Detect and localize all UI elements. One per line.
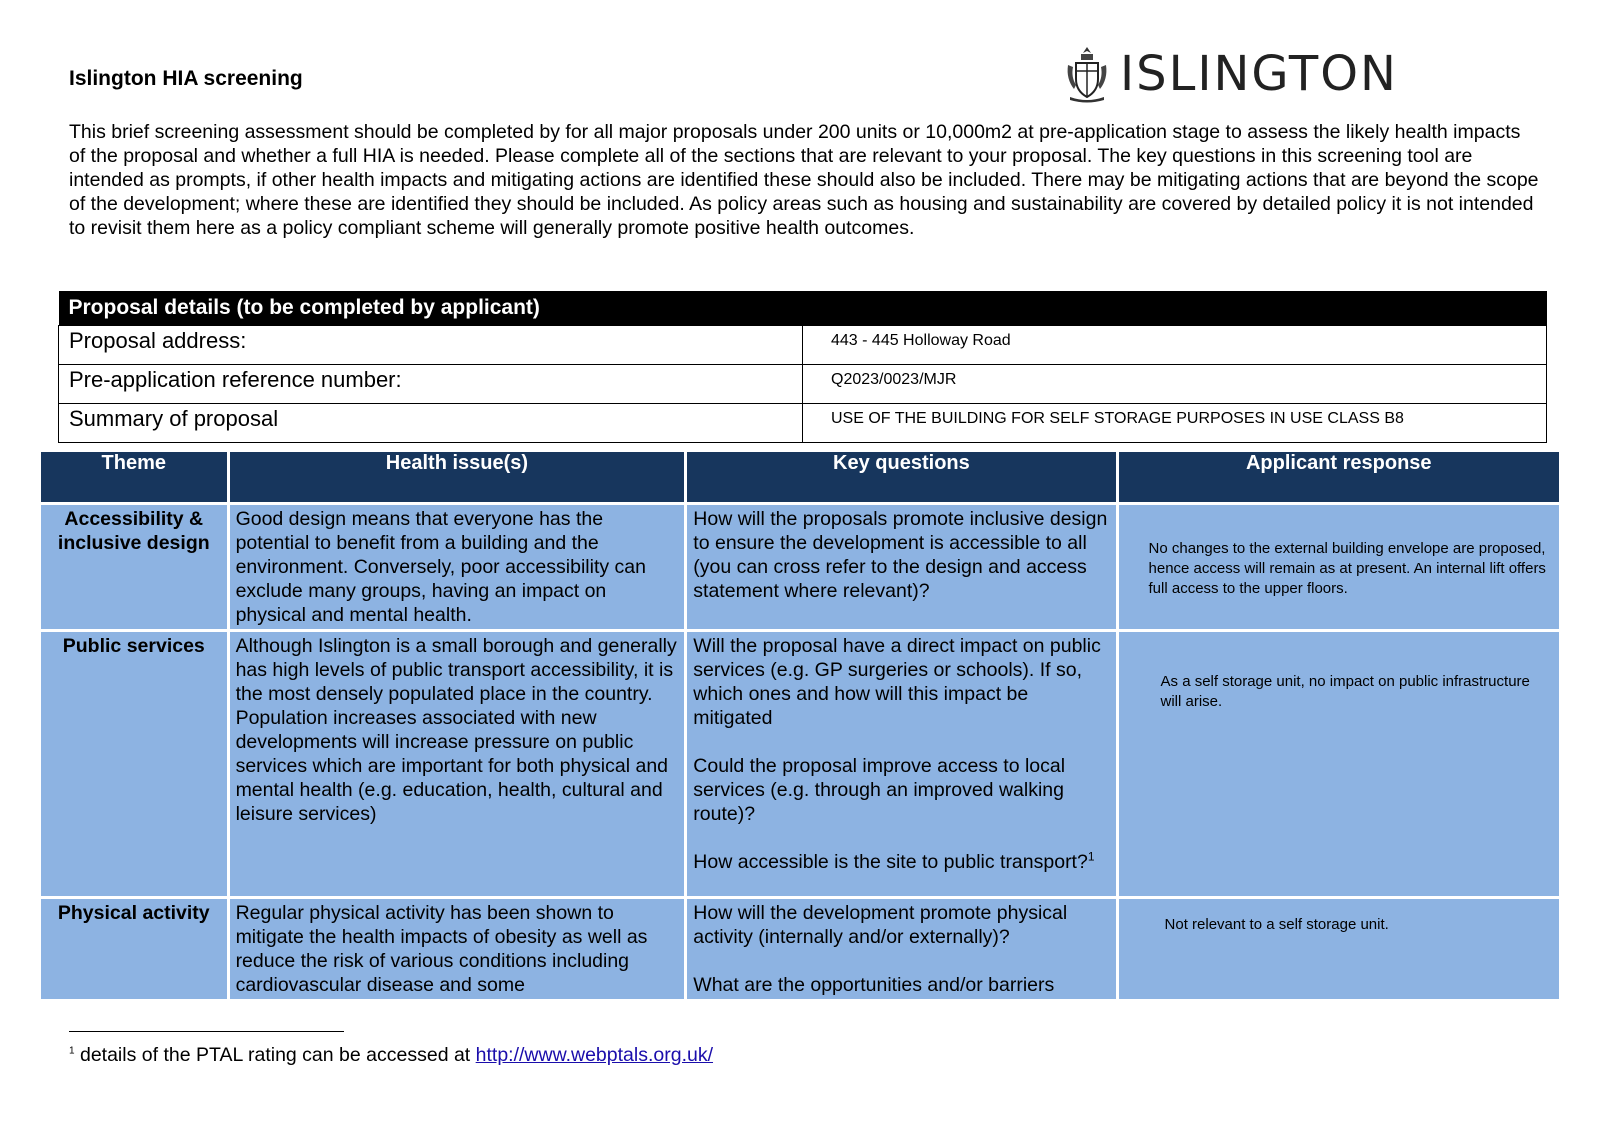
table-row [59, 404, 1547, 443]
summary-label: Summary of proposal [59, 404, 803, 443]
applicant-response-cell[interactable] [1119, 505, 1559, 629]
footnote-text: details of the PTAL rating can be accessed at [79, 1044, 476, 1066]
footnote-divider [69, 1031, 344, 1032]
logo-wordmark: ISLINGTON [1120, 46, 1398, 102]
key-questions-cell [687, 899, 1115, 999]
footnote-number: 1 [69, 1045, 75, 1057]
table-row [41, 505, 1559, 629]
footnote [69, 1044, 713, 1067]
theme-cell: Physical activity [41, 899, 227, 999]
column-header-health-issues: Health issue(s) [230, 452, 685, 502]
proposal-details-table [58, 291, 1547, 443]
health-issue-cell: Good design means that everyone has the potential to benefit from a building and the environment. Conversely, poor accessibility can exclude many groups, having an impact on physical and mental health. [230, 505, 685, 629]
key-questions-cell [687, 505, 1115, 629]
ptal-link[interactable]: http://www.webptals.org.uk/ [475, 1044, 714, 1066]
applicant-response-cell[interactable] [1119, 632, 1559, 896]
proposal-address-label: Proposal address: [59, 326, 803, 365]
column-header-key-questions: Key questions [687, 452, 1115, 502]
coat-of-arms-icon [1064, 45, 1110, 103]
proposal-address-value[interactable]: 443 - 445 Holloway Road [803, 326, 1547, 365]
table-row [59, 326, 1547, 365]
health-issue-cell: Regular physical activity has been shown to mitigate the health impacts of obesity as well as reduce the risk of various conditions including cardiovascular disease and some [230, 899, 685, 999]
health-themes-table [38, 449, 1562, 1002]
footnote-marker[interactable]: 1 [1087, 849, 1095, 864]
theme-cell: Accessibility & inclusive design [41, 505, 227, 629]
page-title: Islington HIA screening [69, 67, 303, 90]
applicant-response-text: As a self storage unit, no impact on public infrastructure will arise. [1160, 673, 1530, 710]
key-question [693, 850, 1109, 874]
theme-cell: Public services [41, 632, 227, 896]
key-question: Could the proposal improve access to local services (e.g. through an improved walking route)? [693, 755, 1066, 825]
health-issue-cell: Although Islington is a small borough and generally has high levels of public transport accessibility, it is the most densely populated place in the country. Population increases associated with new developments will increase pressure on public services which are important for both physical and mental health (e.g. education, health, cultural and leisure services) [230, 632, 685, 896]
key-question-text: How accessible is the site to public transport? [693, 851, 1088, 873]
table-row [41, 632, 1559, 896]
column-header-applicant-response: Applicant response [1119, 452, 1559, 502]
key-question: How will the development promote physical activity (internally and/or externally)? [693, 902, 1068, 948]
summary-value[interactable]: USE OF THE BUILDING FOR SELF STORAGE PURPOSES IN USE CLASS B8 [803, 404, 1547, 443]
key-questions-cell [687, 632, 1115, 896]
key-question: What are the opportunities and/or barriers [693, 974, 1055, 996]
key-question: How will the proposals promote inclusive design to ensure the development is accessible to all (you can cross refer to the design and access statement where relevant)? [693, 508, 1108, 602]
table-row [41, 899, 1559, 999]
reference-number-label: Pre-application reference number: [59, 365, 803, 404]
proposal-heading: Proposal details (to be completed by applicant) [59, 291, 1547, 326]
applicant-response-text: No changes to the external building envelope are proposed, hence access will remain as at present. An internal lift offers full access to the upper floors. [1148, 540, 1546, 597]
intro-paragraph: This brief screening assessment should be completed by for all major proposals under 200 units or 10,000m2 at pre-application stage to assess the likely health impacts of the proposal and whether a full HIA is needed. Please complete all of the sections that are relevant to your proposal. The key questions in this screening tool are intended as prompts, if other health impacts and mitigating actions are identified these should also be included. There may be mitigating actions that are beyond the scope of the development; where these are identified they should be included. As policy areas such as housing and sustainability are covered by detailed policy it is not intended to revisit them here as a policy compliant scheme will generally promote positive health outcomes. [69, 121, 1539, 239]
reference-number-value[interactable]: Q2023/0023/MJR [803, 365, 1547, 404]
key-question: Will the proposal have a direct impact on public services (e.g. GP surgeries or schools). If so, which ones and how will this impact be mitigated [693, 635, 1101, 729]
applicant-response-cell[interactable] [1119, 899, 1559, 999]
column-header-theme: Theme [41, 452, 227, 502]
islington-logo [1064, 44, 1398, 104]
applicant-response-text: Not relevant to a self storage unit. [1164, 916, 1389, 933]
table-row [59, 365, 1547, 404]
